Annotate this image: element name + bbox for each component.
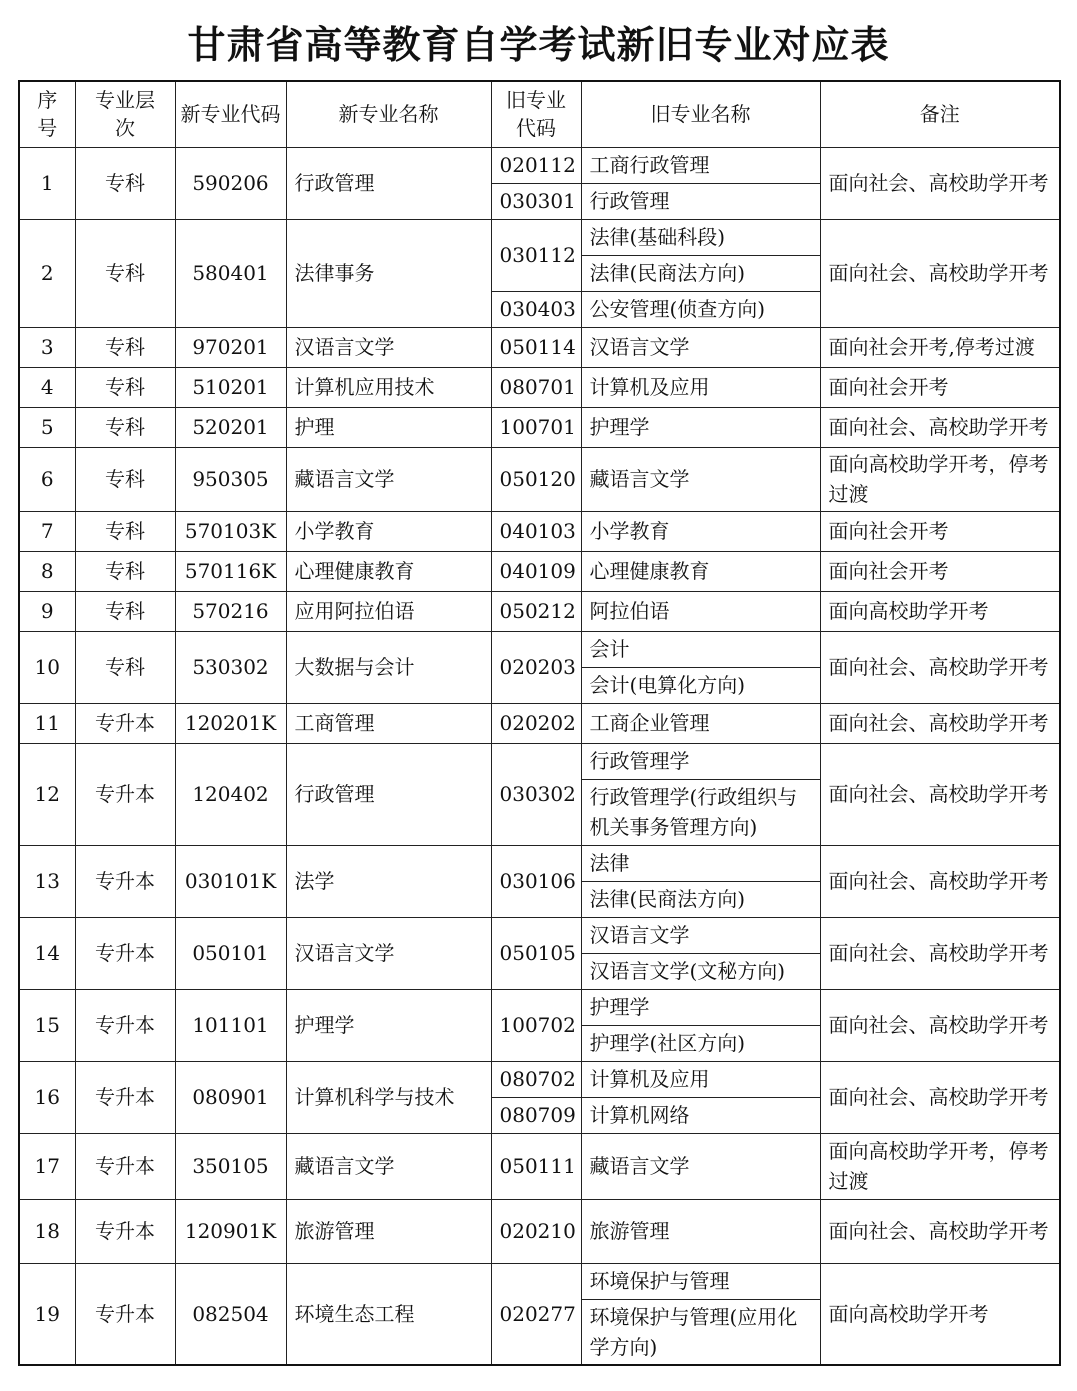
old-name-cell: 法律(民商法方向) <box>581 881 820 917</box>
old-name-cell: 会计 <box>581 631 820 667</box>
new-name-cell: 小学教育 <box>286 511 491 551</box>
level-cell: 专科 <box>75 447 175 511</box>
old-name-cell: 藏语言文学 <box>581 447 820 511</box>
note-cell: 面向社会、高校助学开考 <box>820 1199 1060 1263</box>
new-name-cell: 护理学 <box>286 989 491 1061</box>
old-code-cell: 020202 <box>491 703 581 743</box>
page-title: 甘肃省高等教育自学考试新旧专业对应表 <box>187 23 890 67</box>
old-code-cell: 030302 <box>491 743 581 845</box>
old-code-cell: 050212 <box>491 591 581 631</box>
old-code-cell: 100702 <box>491 989 581 1061</box>
old-name-cell: 汉语言文学 <box>581 327 820 367</box>
level-cell: 专升本 <box>75 989 175 1061</box>
old-code-cell: 040109 <box>491 551 581 591</box>
old-code-cell: 020203 <box>491 631 581 703</box>
old-code-cell: 050120 <box>491 447 581 511</box>
old-code-cell: 030112 <box>491 219 581 291</box>
level-cell: 专科 <box>75 407 175 447</box>
seq-cell: 8 <box>19 551 75 591</box>
old-name-cell: 计算机及应用 <box>581 367 820 407</box>
old-name-cell: 汉语言文学 <box>581 917 820 953</box>
level-cell: 专科 <box>75 327 175 367</box>
table-row <box>19 551 1060 591</box>
old-name-cell: 阿拉伯语 <box>581 591 820 631</box>
note-cell: 面向社会开考 <box>820 551 1060 591</box>
major-mapping-table <box>18 80 1061 1366</box>
level-cell: 专升本 <box>75 1199 175 1263</box>
table-row <box>19 147 1060 183</box>
table-row <box>19 511 1060 551</box>
seq-cell: 13 <box>19 845 75 917</box>
seq-cell: 18 <box>19 1199 75 1263</box>
note-cell: 面向高校助学开考，停考过渡 <box>820 447 1060 511</box>
note-cell: 面向社会、高校助学开考 <box>820 845 1060 917</box>
old-name-cell: 法律(基础科段) <box>581 219 820 255</box>
new-name-cell: 行政管理 <box>286 147 491 219</box>
seq-cell: 5 <box>19 407 75 447</box>
table-row <box>19 1263 1060 1299</box>
new-name-cell: 行政管理 <box>286 743 491 845</box>
old-name-cell: 心理健康教育 <box>581 551 820 591</box>
new-code-cell: 570216 <box>175 591 286 631</box>
level-cell: 专科 <box>75 511 175 551</box>
old-name-cell: 计算机网络 <box>581 1097 820 1133</box>
new-name-cell: 计算机应用技术 <box>286 367 491 407</box>
header-old-code: 旧专业代码 <box>491 81 581 147</box>
note-cell: 面向高校助学开考 <box>820 1263 1060 1365</box>
note-cell: 面向社会、高校助学开考 <box>820 407 1060 447</box>
level-cell: 专升本 <box>75 1133 175 1199</box>
level-cell: 专科 <box>75 551 175 591</box>
level-cell: 专升本 <box>75 845 175 917</box>
old-code-cell: 080702 <box>491 1061 581 1097</box>
note-cell: 面向社会、高校助学开考 <box>820 989 1060 1061</box>
header-old-name: 旧专业名称 <box>581 81 820 147</box>
new-name-cell: 法学 <box>286 845 491 917</box>
seq-cell: 17 <box>19 1133 75 1199</box>
new-name-cell: 应用阿拉伯语 <box>286 591 491 631</box>
level-cell: 专科 <box>75 631 175 703</box>
level-cell: 专升本 <box>75 1061 175 1133</box>
old-code-cell: 020210 <box>491 1199 581 1263</box>
new-name-cell: 汉语言文学 <box>286 917 491 989</box>
new-code-cell: 520201 <box>175 407 286 447</box>
old-name-cell: 行政管理学(行政组织与机关事务管理方向) <box>581 779 820 845</box>
new-code-cell: 030101K <box>175 845 286 917</box>
note-cell: 面向社会、高校助学开考 <box>820 147 1060 219</box>
new-name-cell: 藏语言文学 <box>286 1133 491 1199</box>
note-cell: 面向社会、高校助学开考 <box>820 1061 1060 1133</box>
seq-cell: 15 <box>19 989 75 1061</box>
seq-cell: 1 <box>19 147 75 219</box>
old-name-cell: 工商行政管理 <box>581 147 820 183</box>
table-row <box>19 1061 1060 1097</box>
new-name-cell: 计算机科学与技术 <box>286 1061 491 1133</box>
seq-cell: 16 <box>19 1061 75 1133</box>
seq-cell: 7 <box>19 511 75 551</box>
table-row <box>19 989 1060 1025</box>
level-cell: 专升本 <box>75 1263 175 1365</box>
old-name-cell: 行政管理学 <box>581 743 820 779</box>
seq-cell: 6 <box>19 447 75 511</box>
table-row <box>19 845 1060 881</box>
note-cell: 面向社会开考 <box>820 511 1060 551</box>
old-code-cell: 030106 <box>491 845 581 917</box>
new-name-cell: 环境生态工程 <box>286 1263 491 1365</box>
new-name-cell: 工商管理 <box>286 703 491 743</box>
seq-cell: 9 <box>19 591 75 631</box>
seq-cell: 19 <box>19 1263 75 1365</box>
old-name-cell: 环境保护与管理(应用化学方向) <box>581 1299 820 1365</box>
old-code-cell: 050111 <box>491 1133 581 1199</box>
old-name-cell: 旅游管理 <box>581 1199 820 1263</box>
old-name-cell: 护理学(社区方向) <box>581 1025 820 1061</box>
old-code-cell: 080701 <box>491 367 581 407</box>
old-name-cell: 公安管理(侦查方向) <box>581 291 820 327</box>
seq-cell: 14 <box>19 917 75 989</box>
note-cell: 面向社会、高校助学开考 <box>820 743 1060 845</box>
table-row <box>19 407 1060 447</box>
header-row <box>19 81 1060 147</box>
old-name-cell: 计算机及应用 <box>581 1061 820 1097</box>
old-name-cell: 小学教育 <box>581 511 820 551</box>
note-cell: 面向高校助学开考，停考过渡 <box>820 1133 1060 1199</box>
old-code-cell: 050114 <box>491 327 581 367</box>
level-cell: 专科 <box>75 367 175 407</box>
new-code-cell: 570116K <box>175 551 286 591</box>
table-row <box>19 1199 1060 1263</box>
table-row <box>19 743 1060 779</box>
old-name-cell: 护理学 <box>581 407 820 447</box>
level-cell: 专科 <box>75 591 175 631</box>
old-code-cell: 030301 <box>491 183 581 219</box>
old-name-cell: 工商企业管理 <box>581 703 820 743</box>
old-name-cell: 法律(民商法方向) <box>581 255 820 291</box>
level-cell: 专升本 <box>75 703 175 743</box>
new-code-cell: 950305 <box>175 447 286 511</box>
old-name-cell: 法律 <box>581 845 820 881</box>
old-name-cell: 会计(电算化方向) <box>581 667 820 703</box>
seq-cell: 3 <box>19 327 75 367</box>
new-name-cell: 旅游管理 <box>286 1199 491 1263</box>
old-name-cell: 行政管理 <box>581 183 820 219</box>
new-code-cell: 050101 <box>175 917 286 989</box>
new-code-cell: 120201K <box>175 703 286 743</box>
note-cell: 面向社会开考 <box>820 367 1060 407</box>
table-row <box>19 447 1060 511</box>
level-cell: 专科 <box>75 147 175 219</box>
level-cell: 专科 <box>75 219 175 327</box>
note-cell: 面向高校助学开考 <box>820 591 1060 631</box>
new-code-cell: 530302 <box>175 631 286 703</box>
header-note: 备注 <box>820 81 1060 147</box>
table-row <box>19 591 1060 631</box>
new-name-cell: 护理 <box>286 407 491 447</box>
note-cell: 面向社会、高校助学开考 <box>820 703 1060 743</box>
new-code-cell: 580401 <box>175 219 286 327</box>
level-cell: 专升本 <box>75 917 175 989</box>
old-name-cell: 藏语言文学 <box>581 1133 820 1199</box>
table-row <box>19 703 1060 743</box>
new-code-cell: 510201 <box>175 367 286 407</box>
table-row <box>19 327 1060 367</box>
seq-cell: 11 <box>19 703 75 743</box>
new-name-cell: 藏语言文学 <box>286 447 491 511</box>
table-row <box>19 1133 1060 1199</box>
old-code-cell: 020112 <box>491 147 581 183</box>
new-code-cell: 570103K <box>175 511 286 551</box>
new-code-cell: 970201 <box>175 327 286 367</box>
seq-cell: 4 <box>19 367 75 407</box>
new-name-cell: 心理健康教育 <box>286 551 491 591</box>
table-body <box>19 147 1060 1365</box>
new-code-cell: 350105 <box>175 1133 286 1199</box>
table-row <box>19 631 1060 667</box>
table-row <box>19 219 1060 255</box>
new-name-cell: 大数据与会计 <box>286 631 491 703</box>
old-name-cell: 汉语言文学(文秘方向) <box>581 953 820 989</box>
header-level: 专业层次 <box>75 81 175 147</box>
seq-cell: 12 <box>19 743 75 845</box>
note-cell: 面向社会、高校助学开考 <box>820 631 1060 703</box>
old-name-cell: 护理学 <box>581 989 820 1025</box>
new-name-cell: 汉语言文学 <box>286 327 491 367</box>
new-code-cell: 082504 <box>175 1263 286 1365</box>
table-row <box>19 917 1060 953</box>
new-name-cell: 法律事务 <box>286 219 491 327</box>
old-code-cell: 030403 <box>491 291 581 327</box>
old-code-cell: 020277 <box>491 1263 581 1365</box>
old-code-cell: 040103 <box>491 511 581 551</box>
note-cell: 面向社会开考,停考过渡 <box>820 327 1060 367</box>
seq-cell: 2 <box>19 219 75 327</box>
header-new-name: 新专业名称 <box>286 81 491 147</box>
old-code-cell: 080709 <box>491 1097 581 1133</box>
new-code-cell: 080901 <box>175 1061 286 1133</box>
header-new-code: 新专业代码 <box>175 81 286 147</box>
header-seq: 序号 <box>19 81 75 147</box>
old-code-cell: 050105 <box>491 917 581 989</box>
note-cell: 面向社会、高校助学开考 <box>820 219 1060 327</box>
new-code-cell: 101101 <box>175 989 286 1061</box>
level-cell: 专升本 <box>75 743 175 845</box>
new-code-cell: 590206 <box>175 147 286 219</box>
new-code-cell: 120402 <box>175 743 286 845</box>
new-code-cell: 120901K <box>175 1199 286 1263</box>
old-name-cell: 环境保护与管理 <box>581 1263 820 1299</box>
note-cell: 面向社会、高校助学开考 <box>820 917 1060 989</box>
seq-cell: 10 <box>19 631 75 703</box>
table-row <box>19 367 1060 407</box>
old-code-cell: 100701 <box>491 407 581 447</box>
